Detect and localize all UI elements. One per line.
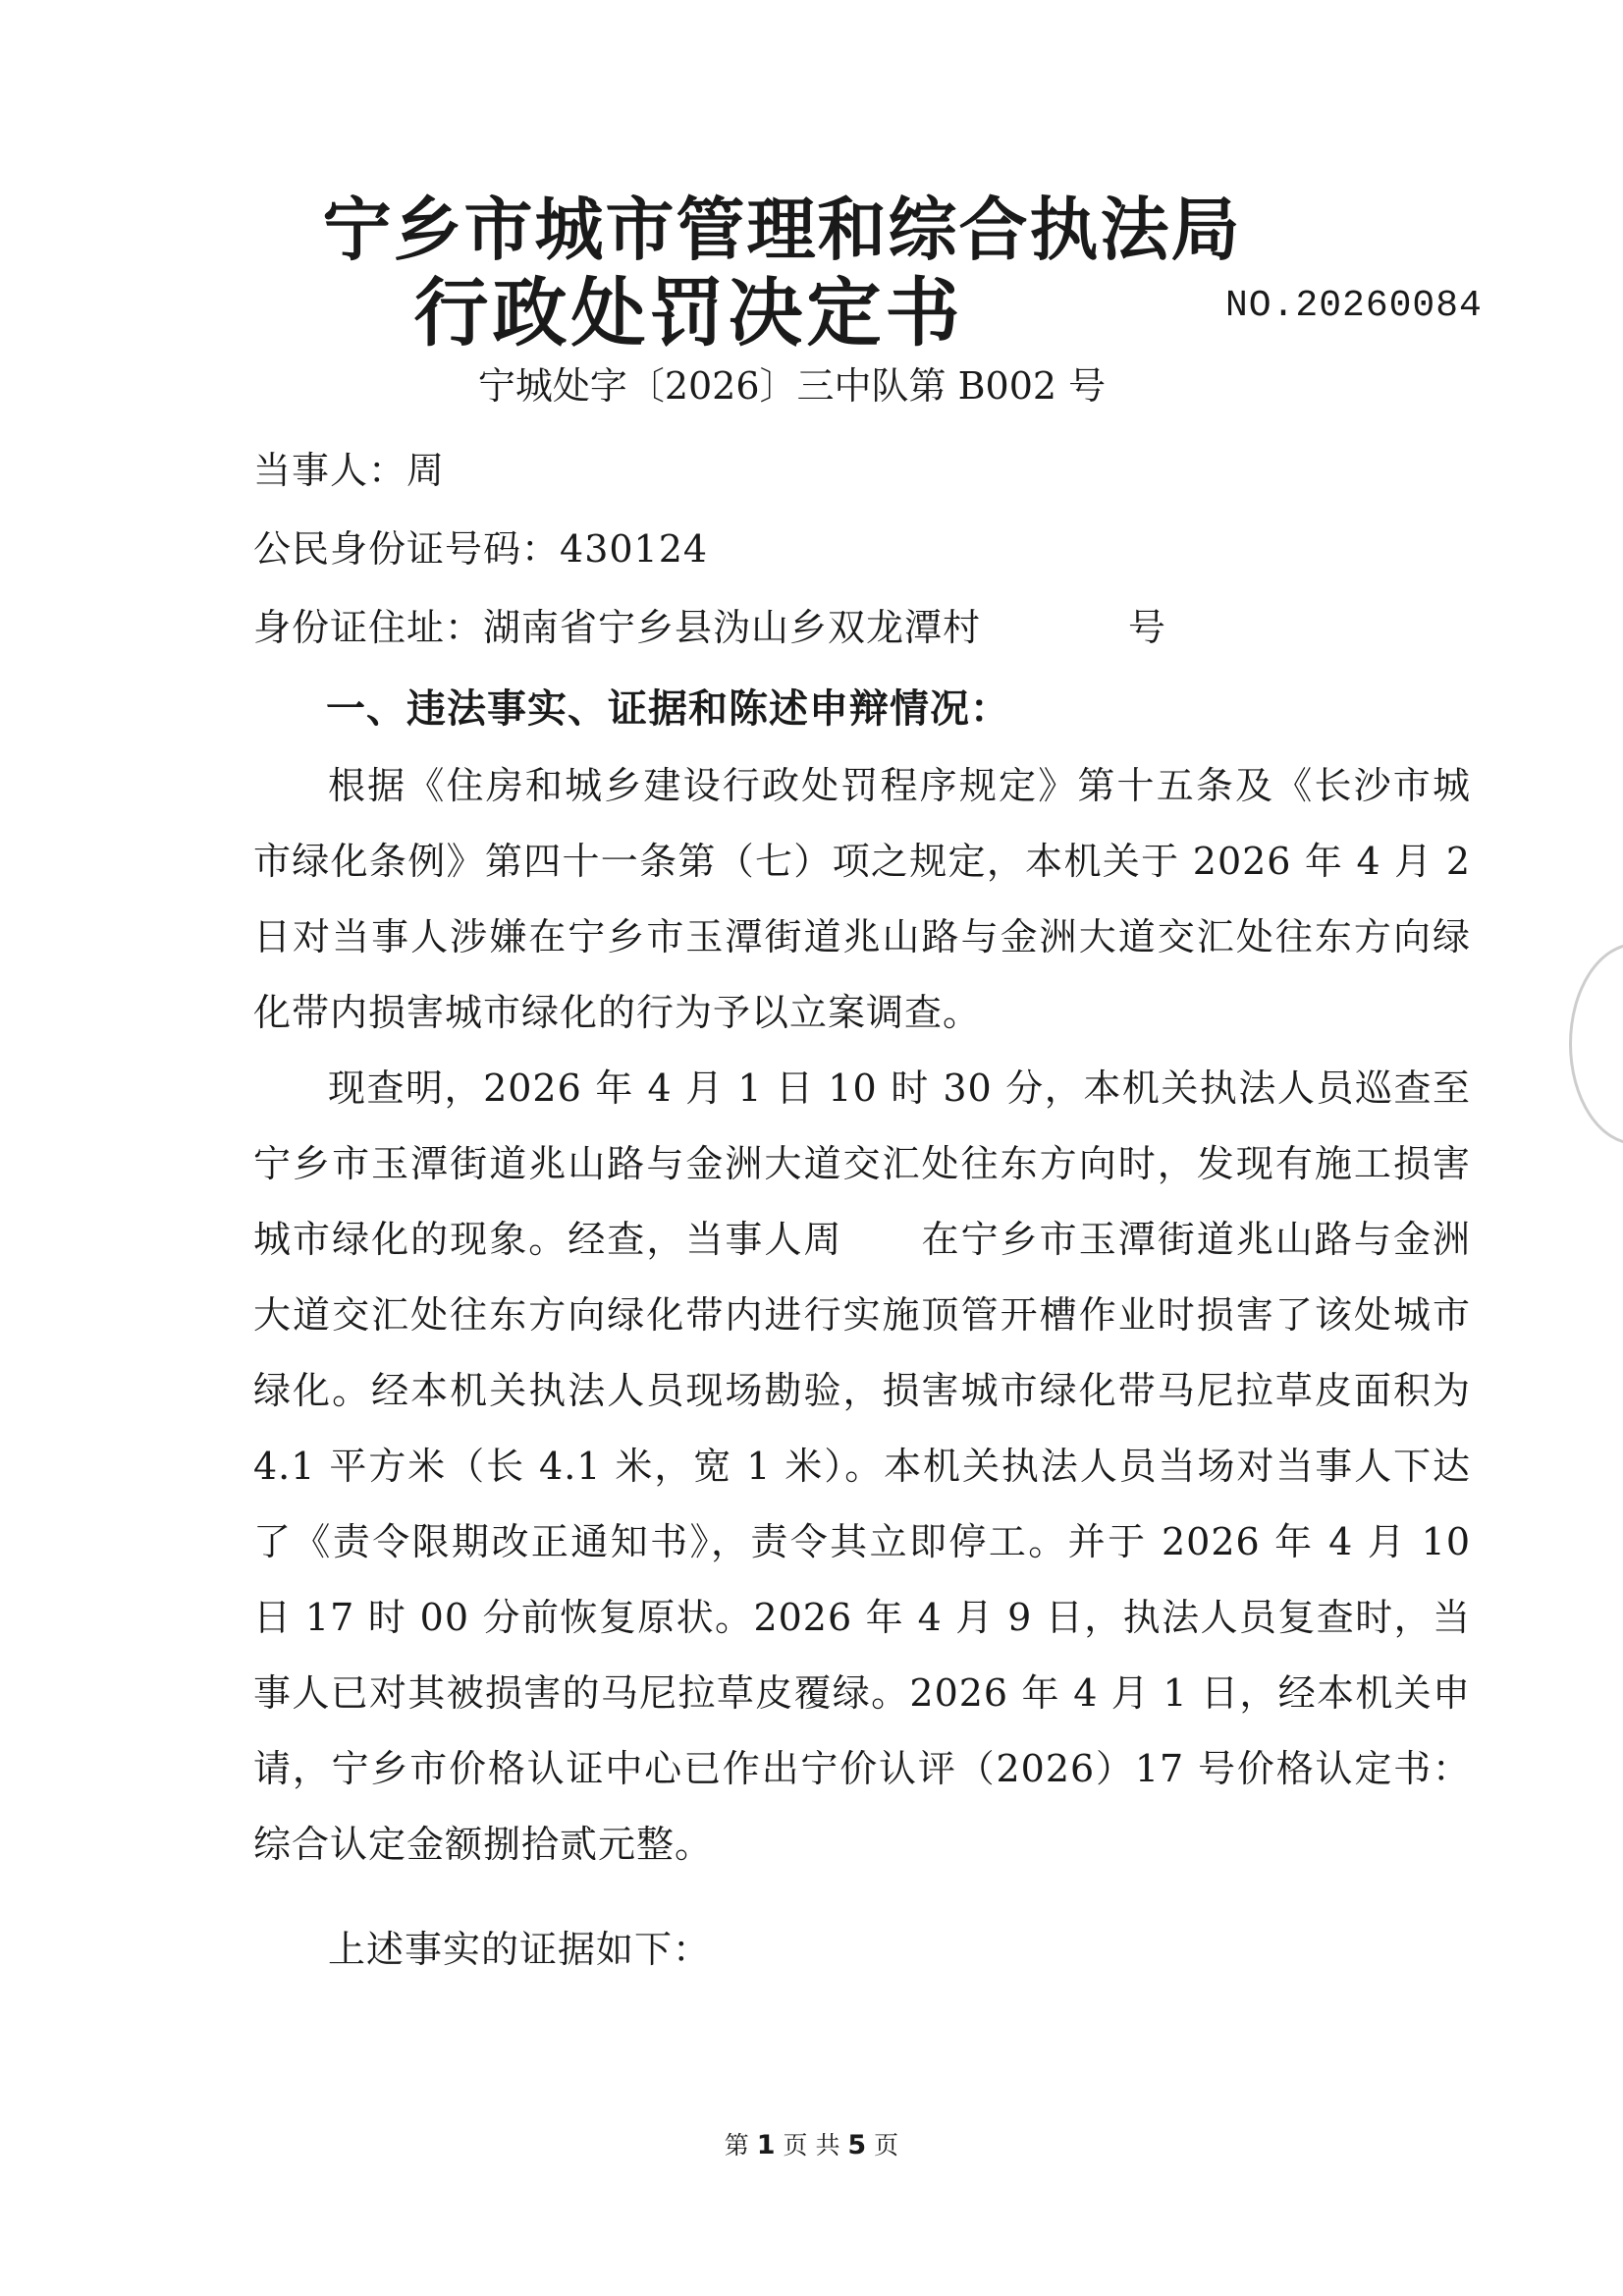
agency-title: 宁乡市城市管理和综合执法局 [322,189,1242,270]
footer-total-pages: 5 [847,2130,867,2160]
party-address-suffix: 号 [1128,606,1167,649]
party-id-label: 公民身份证号码： [253,527,561,571]
document-type-title: 行政处罚决定书 [413,269,964,356]
party-name-label: 当事人： [253,449,407,492]
reference-number: 宁城处字〔2026〕三中队第 B002 号 [477,364,1107,408]
party-address-value: 湖南省宁乡县沩山乡双龙潭村 [483,606,982,649]
footer-mid: 页 共 [783,2131,840,2159]
section-body [253,748,1471,1988]
footer-prefix: 第 [724,2131,749,2159]
page-footer [0,2126,1623,2161]
seal-edge-mark [1569,943,1623,1145]
paragraph-evidence-intro: 上述事实的证据如下： [328,1928,712,1971]
footer-suffix: 页 [874,2131,899,2159]
paragraph-findings: 现查明，2026 年 4 月 1 日 10 时 30 分，本机关执法人员巡查至宁乡市玉潭街道兆山路与金洲大道交汇处往东方向时，发现有施工损害城市绿化的现象。经查，当事人周 在宁乡市玉潭街道兆山路与金洲大道交汇处往东方向绿化带内进行实施顶管开槽作业时损害了该处城市绿化。经本机关执法人员现场勘验，损害城市绿化带马尼拉草皮面积为 4.1 平方米（长 4.1 米，宽 1 米）。本机关执法人员当场对当事人下达了《责令限期改正通知书》，责令其立即停工。并于 2026 年 4 月 10 日 17 时 00 分前恢复原状。2026 年 4 月 9 日，执法人员复查时，当事人已对其被损害的马尼拉草皮覆绿。2026 年 4 月 1 日，经本机关申请，宁乡市价格认证中心已作出宁价认评（2026）17 号价格认定书：综合认定金额捌拾贰元整。 [253,1066,1471,1866]
party-address-row [253,597,1166,651]
footer-page-number: 1 [756,2130,776,2160]
paragraph-case-filing: 根据《住房和城乡建设行政处罚程序规定》第十五条及《长沙市城市绿化条例》第四十一条第（七）项之规定，本机关于 2026 年 4 月 2 日对当事人涉嫌在宁乡市玉潭街道兆山路与金洲大道交汇处往东方向绿化带内损害城市绿化的行为予以立案调查。 [253,764,1471,1034]
section-heading: 一、违法事实、证据和陈述申辩情况： [326,685,1010,732]
party-name-row [253,440,445,494]
party-id-value: 430124 [560,527,709,571]
party-id-row [253,519,708,573]
document-number: NO.20260084 [1225,285,1483,327]
party-address-label: 身份证住址： [253,606,484,649]
party-name-value: 周 [406,449,446,492]
